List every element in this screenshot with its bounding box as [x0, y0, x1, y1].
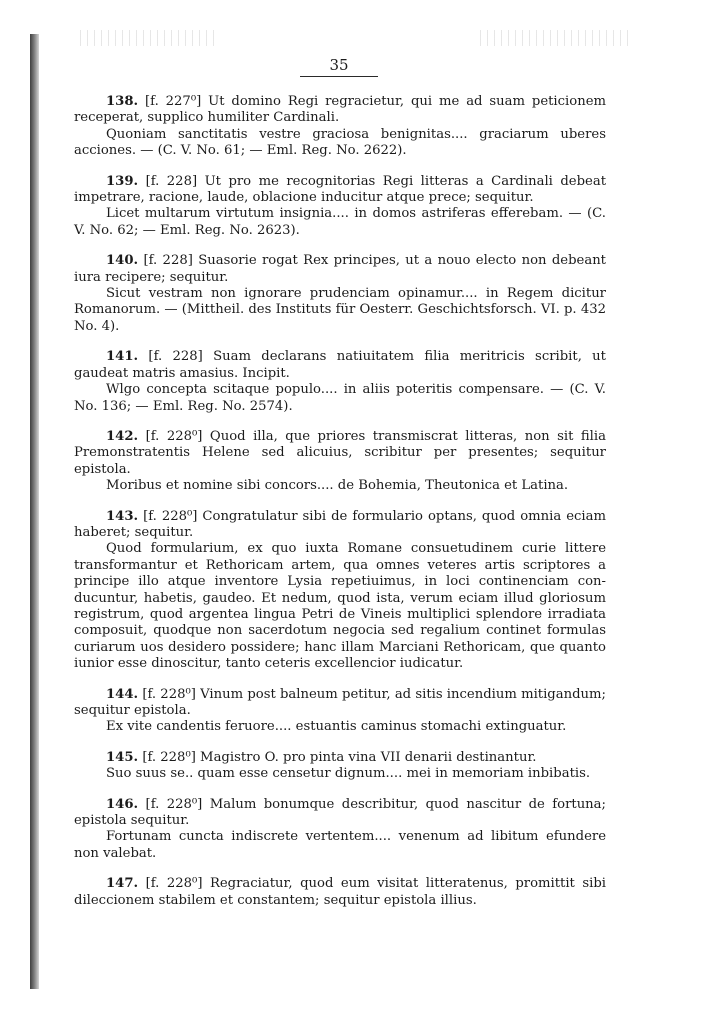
page-number-rule	[300, 76, 378, 77]
entry-summary: [f. 228⁰] Malum bonumque describitur, quod nascitur de fortuna; epistola sequitur.	[74, 796, 606, 829]
entry-heading	[74, 797, 606, 830]
entry-summary: [f. 228⁰] Quod illa, que priores transmiscrat litteras, non sit filia Premonstratentis Helene sed alicuius, scribitur per presentes; sequitur epistola.	[74, 428, 606, 477]
entry-heading	[74, 94, 606, 127]
entry	[74, 253, 606, 335]
entry	[74, 750, 606, 783]
page-body	[74, 94, 606, 923]
entry-number: 146.	[106, 796, 139, 812]
entry-incipit: Quod formularium, ex quo iuxta Romane consuetudinem curie littere transformantur et Rethoricam artem, qua omnes veteres artis scriptores a principe illo atque inventore Lysia repetiuimus, in loci continenciam conducuntur, habetis, gaudeo. Et nedum, quod ista, verum eciam illud gloriosum registrum, quod argentea lingua Petri de Vineis multiplici splendore irradiata composuit, quodque non sacerdotum negocia sed regalium continet formulas curiarum uos desidero possidere; hanc illam Marciani Rethoricam, que quanto iunior esse dinoscitur, tanto ceteris excellencior iudicatur.	[74, 541, 606, 672]
entry-number: 139.	[106, 173, 139, 189]
entry-incipit: Suo suus se.. quam esse censetur dignum.... mei in memoriam inbibatis.	[106, 766, 591, 782]
entry-number: 147.	[106, 876, 139, 892]
entry-summary: [f. 228⁰] Regraciatur, quod eum visitat litteratenus, promittit sibi dileccionem stabilem et constantem; sequitur epistola illius.	[74, 876, 606, 908]
entry	[74, 797, 606, 863]
entry-number: 142.	[106, 428, 139, 444]
entry-incipit: Quoniam sanctitatis vestre graciosa benignitas.... graciarum uberes acciones. — (C. V. No. 61; — Eml. Reg. No. 2622).	[74, 126, 606, 159]
entry	[74, 349, 606, 415]
entry-heading	[74, 750, 606, 766]
entry-summary: [f. 228⁰] Congratulatur sibi de formulario optans, quod omnia eciam haberet; sequitur.	[74, 508, 606, 540]
entry-number: 145.	[106, 749, 139, 765]
entry	[74, 687, 606, 736]
entry-incipit: Licet multarum virtutum insignia.... in domos astriferas efferebam. — (C. V. No. 62; — Eml. Reg. No. 2623).	[74, 206, 606, 238]
entry-incipit: Moribus et nomine sibi concors.... de Bohemia, Theutonica et Latina.	[106, 478, 569, 494]
entry-number: 140.	[106, 253, 139, 269]
entry-heading	[74, 349, 606, 382]
entry	[74, 509, 606, 673]
page-binding-shadow	[30, 34, 39, 989]
entry-heading	[74, 509, 606, 542]
page-number: 35	[329, 56, 349, 74]
entry-number: 138.	[106, 94, 139, 109]
entry-heading	[74, 429, 606, 478]
entry-summary: [f. 228] Suasorie rogat Rex principes, ut a nouo electo non debeant iura recipere; sequitur.	[74, 253, 606, 285]
entry-heading	[74, 253, 606, 286]
entry-summary: [f. 228] Ut pro me recognitorias Regi litteras a Cardinali debeat impetrare, racione, laude, oblacione inducitur atque prece; sequitur.	[74, 173, 606, 206]
entry-number: 143.	[106, 508, 139, 524]
entry	[74, 876, 606, 909]
entry-incipit: Ex vite candentis feruore.... estuantis caminus stomachi extinguatur.	[106, 719, 567, 735]
scan-noise	[80, 30, 220, 46]
entry	[74, 174, 606, 240]
entry-incipit: Sicut vestram non ignorare prudenciam opinamur.... in Regem dicitur Romanorum. — (Mittheil. des Instituts für Oesterr. Geschichtsforsch. VI. p. 432 No. 4).	[74, 286, 606, 334]
entry-summary: [f. 228⁰] Magistro O. pro pinta vina VII denarii destinantur.	[142, 749, 537, 765]
entry-heading	[74, 174, 606, 207]
entry-incipit: Wlgo concepta scitaque populo.... in aliis poteritis compensare. — (C. V. No. 136; — Eml. Reg. No. 2574).	[74, 382, 606, 414]
entry-heading	[74, 876, 606, 909]
entry-summary: [f. 227⁰] Ut domino Regi regracietur, qui me ad suam peticionem receperat, supplico humiliter Cardinali.	[74, 94, 606, 126]
scan-noise	[480, 30, 630, 46]
entry-summary: [f. 228⁰] Vinum post balneum petitur, ad sitis incendium mitigandum; sequitur epistola.	[74, 686, 606, 718]
entry-summary: [f. 228] Suam declarans natiuitatem filia meritricis scribit, ut gaudeat matris amasius. Incipit.	[74, 349, 606, 381]
entry-heading	[74, 687, 606, 720]
entry-incipit: Fortunam cuncta indiscrete vertentem.... venenum ad libitum efundere non valebat.	[74, 829, 606, 861]
entry	[74, 429, 606, 495]
entry-number: 141.	[106, 349, 139, 365]
entry	[74, 94, 606, 160]
entry-number: 144.	[106, 686, 139, 702]
